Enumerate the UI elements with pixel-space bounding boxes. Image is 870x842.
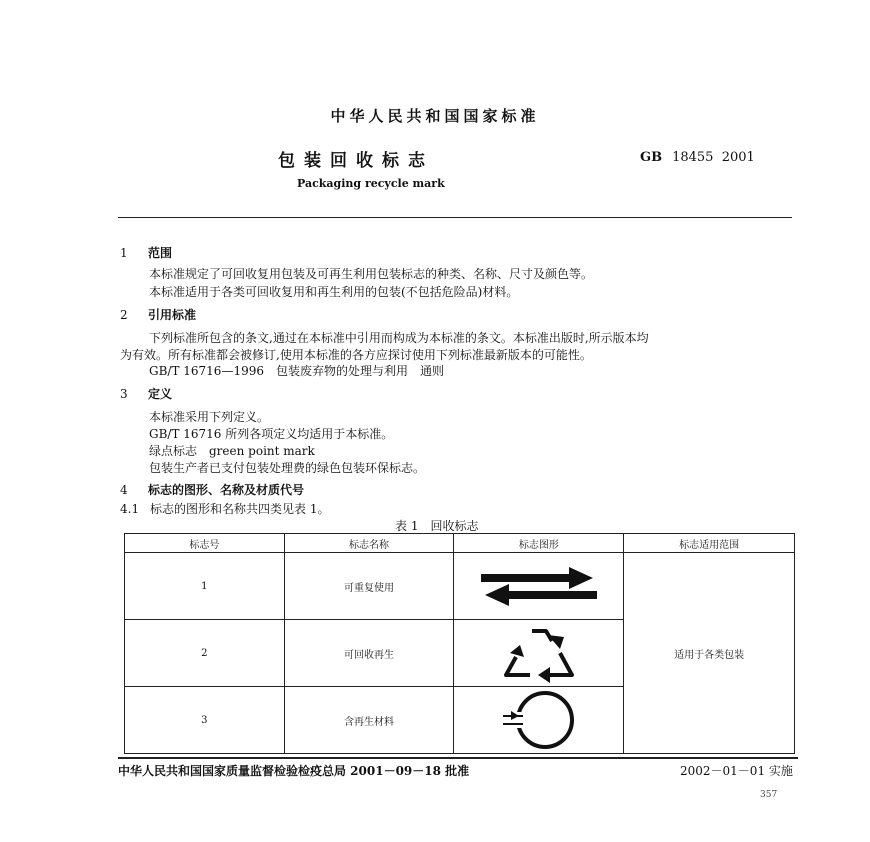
mark-graphic bbox=[454, 687, 624, 754]
header-rule bbox=[118, 217, 792, 218]
table-caption: 表 1 回收标志 bbox=[395, 519, 479, 533]
mark-name: 含再生材料 bbox=[284, 687, 454, 754]
scope-cell: 适用于各类包装 bbox=[624, 553, 795, 754]
mark-number: 1 bbox=[125, 553, 285, 620]
table-header-cell: 标志名称 bbox=[284, 534, 454, 553]
document-title-english: Packaging recycle mark bbox=[297, 177, 445, 190]
double-arrow-icon bbox=[479, 561, 599, 611]
mark-number: 2 bbox=[125, 620, 285, 687]
section-3-term: 绿点标志 green point mark bbox=[149, 444, 315, 458]
section-1-para-1: 本标准规定了可回收复用包装及可再生利用包装标志的种类、名称、尺寸及颜色等。 bbox=[149, 267, 594, 281]
table-header-cell: 标志适用范围 bbox=[624, 534, 795, 553]
table-header-cell: 标志号 bbox=[125, 534, 285, 553]
section-3-heading: 3 定义 bbox=[120, 387, 173, 401]
circle-arrow-icon bbox=[489, 689, 589, 751]
section-4-heading: 4 标志的图形、名称及材质代号 bbox=[120, 483, 305, 497]
effective-date: 2002－01－01 实施 bbox=[680, 764, 793, 778]
section-2-heading: 2 引用标准 bbox=[120, 308, 197, 322]
page-number: 357 bbox=[760, 790, 778, 800]
section-2-para-1: 下列标准所包含的条文,通过在本标准中引用而构成为本标准的条文。本标准出版时,所示版本均 bbox=[149, 331, 649, 345]
mark-graphic bbox=[454, 620, 624, 687]
standard-code-year: 2001 bbox=[721, 150, 755, 165]
document-title: 包装回收标志 bbox=[278, 151, 434, 171]
recycle-triangle-icon bbox=[494, 623, 584, 683]
table-header-row bbox=[125, 534, 795, 553]
recycle-marks-table bbox=[124, 533, 795, 754]
table-header-cell: 标志图形 bbox=[454, 534, 624, 553]
section-3-para-1: 本标准采用下列定义。 bbox=[149, 410, 270, 424]
standard-code-number: 18455 bbox=[672, 150, 714, 165]
mark-number: 3 bbox=[125, 687, 285, 754]
mark-name: 可回收再生 bbox=[284, 620, 454, 687]
table-row bbox=[125, 553, 795, 620]
footer-rule bbox=[118, 757, 798, 759]
mark-graphic bbox=[454, 553, 624, 620]
section-3-para-2: GB/T 16716 所列各项定义均适用于本标准。 bbox=[149, 427, 394, 441]
mark-name: 可重复使用 bbox=[284, 553, 454, 620]
section-3-definition: 包装生产者已支付包装处理费的绿色包装环保标志。 bbox=[149, 461, 426, 475]
standard-code-prefix: GB bbox=[640, 150, 663, 165]
section-2-reference: GB/T 16716—1996 包装废弃物的处理与利用 通则 bbox=[149, 364, 444, 378]
clause-4-1: 4.1 标志的图形和名称共四类见表 1。 bbox=[120, 502, 330, 516]
approval-line: 中华人民共和国国家质量监督检验检疫总局 2001－09－18 批准 bbox=[118, 764, 470, 778]
national-standard-header: 中华人民共和国国家标准 bbox=[330, 107, 540, 125]
standard-code bbox=[640, 150, 755, 165]
section-2-para-2: 为有效。所有标准都会被修订,使用本标准的各方应探讨使用下列标准最新版本的可能性。 bbox=[120, 348, 592, 362]
section-1-heading: 1 范围 bbox=[120, 246, 173, 260]
section-1-para-2: 本标准适用于各类可回收复用和再生利用的包装(不包括危险品)材料。 bbox=[149, 285, 519, 299]
